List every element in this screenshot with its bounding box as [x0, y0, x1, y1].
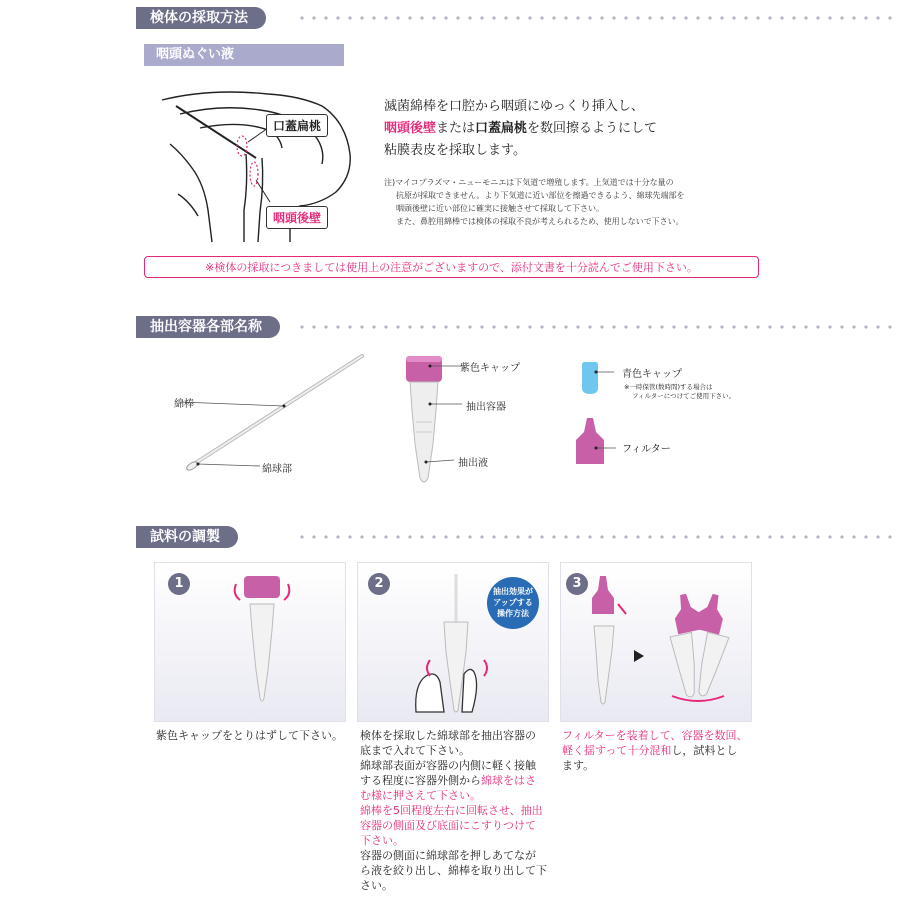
step-2-line-1: 検体を採取した綿球部を抽出容器の [360, 729, 536, 742]
dotted-divider [296, 16, 900, 20]
step-1-number: 1 [168, 573, 190, 595]
note-line-3: 咽頭後壁に近い部位に確実に接触させて採取して下さい。 [396, 204, 604, 213]
badge-line-1: 抽出効果が [493, 587, 533, 596]
step-3-line-2-a: 軽く揺すって十分混和 [562, 744, 672, 757]
step-2-line-7: 容器の側面及び底面にこすりつけて [360, 819, 536, 832]
step-3-text [562, 728, 750, 773]
dotted-divider [296, 325, 900, 329]
section-header-specimen-collection: 検体の採取方法 [136, 7, 266, 29]
step-3-line-2 [562, 743, 750, 758]
badge-line-2: アップする [493, 598, 533, 607]
step-2-line-11: さい。 [360, 879, 393, 892]
step-2-illustration [400, 572, 510, 716]
step-2-line-6: 綿棒を5回程度左右に回転させ、抽出 [360, 804, 543, 817]
blue-cap-note-2: フィルターにつけてご使用下さい。 [632, 392, 736, 400]
section-header-container-parts: 抽出容器各部名称 [136, 316, 280, 338]
label-extraction-container: 抽出容器 [466, 402, 506, 413]
step-2-line-4-b: 綿球をはさ [481, 774, 536, 787]
badge-line-3: 操作方法 [497, 609, 529, 618]
note-line-1: 注)マイコプラズマ・ニューモニエは下気道で増殖します。上気道では十分な量の [384, 178, 674, 187]
step-2-line-9: 容器の側面に綿球部を押しあてなが [360, 849, 536, 862]
label-extraction-liquid: 抽出液 [458, 458, 488, 469]
note-line-2: 抗原が採取できません。より下気道に近い部位を擦過できるよう、綿球先端部を [396, 191, 685, 200]
collection-instructions [384, 96, 714, 162]
label-filter: フィルター [622, 444, 671, 455]
section-header-sample-preparation: 試料の調製 [136, 526, 238, 548]
collection-note [384, 176, 734, 228]
step-3-line-3: ます。 [562, 759, 595, 772]
step-1-illustration [220, 570, 310, 710]
step-2-line-2: 底まで入れて下さい。 [360, 744, 470, 757]
step-3-line-1: フィルターを装着して、容器を数回、 [562, 729, 748, 742]
term-posterior-wall: 咽頭後壁 [384, 121, 437, 136]
step-3-line-2-b: し，試料とし [671, 744, 738, 757]
dotted-divider [296, 535, 900, 539]
label-blue-cap: 青色キャップ [622, 369, 682, 380]
step-3-illustration [580, 570, 750, 716]
step-2-line-10: ら液を絞り出し、綿棒を取り出して下 [360, 864, 547, 877]
step-1-text: 紫色キャップをとりはずして下さい。 [156, 729, 343, 742]
label-swab: 綿棒 [174, 399, 194, 410]
instruction-line-2 [384, 118, 714, 140]
throat-anatomy-illustration [150, 84, 370, 244]
sub-header-throat-swab: 咽頭ぬぐい液 [144, 44, 344, 66]
step-2-text [360, 728, 548, 893]
usage-warning-box: ※検体の採取につきましては使用上の注意がございますので、添付文書を十分読んでご使用下さい。 [144, 256, 759, 278]
blue-cap-note-1: ※一時保管(数時間)する場合は [624, 383, 713, 391]
cap-and-filter-illustration [566, 358, 626, 470]
step-2-line-4 [360, 773, 548, 788]
label-purple-cap: 紫色キャップ [460, 363, 520, 374]
step-2-number: 2 [368, 573, 390, 595]
label-swab-tip: 綿球部 [262, 464, 292, 475]
step-2-line-4-a: する程度に容器外側から [360, 774, 481, 787]
term-tonsil: 口蓋扁桃 [475, 121, 528, 136]
callout-palatine-tonsil: 口蓋扁桃 [266, 114, 328, 137]
step-2-line-3: 綿球部表面が容器の内側に軽く接触 [360, 759, 536, 772]
note-line-4: また、鼻腔用綿棒では検体の採取不良が考えられるため、使用しないで下さい。 [396, 217, 684, 226]
step-3-number: 3 [566, 573, 588, 595]
step-2-line-8: 下さい。 [360, 834, 404, 847]
instruction-line-3: 粘膜表皮を採取します。 [384, 143, 526, 158]
callout-posterior-pharyngeal-wall: 咽頭後壁 [266, 206, 328, 229]
step-2-line-5: む様に押さえて下さい。 [360, 789, 481, 802]
instruction-line-1: 滅菌綿棒を口腔から咽頭にゆっくり挿入し、 [384, 99, 644, 114]
text-rub: を数回擦るようにして [527, 121, 658, 136]
text-or: または [436, 121, 476, 136]
